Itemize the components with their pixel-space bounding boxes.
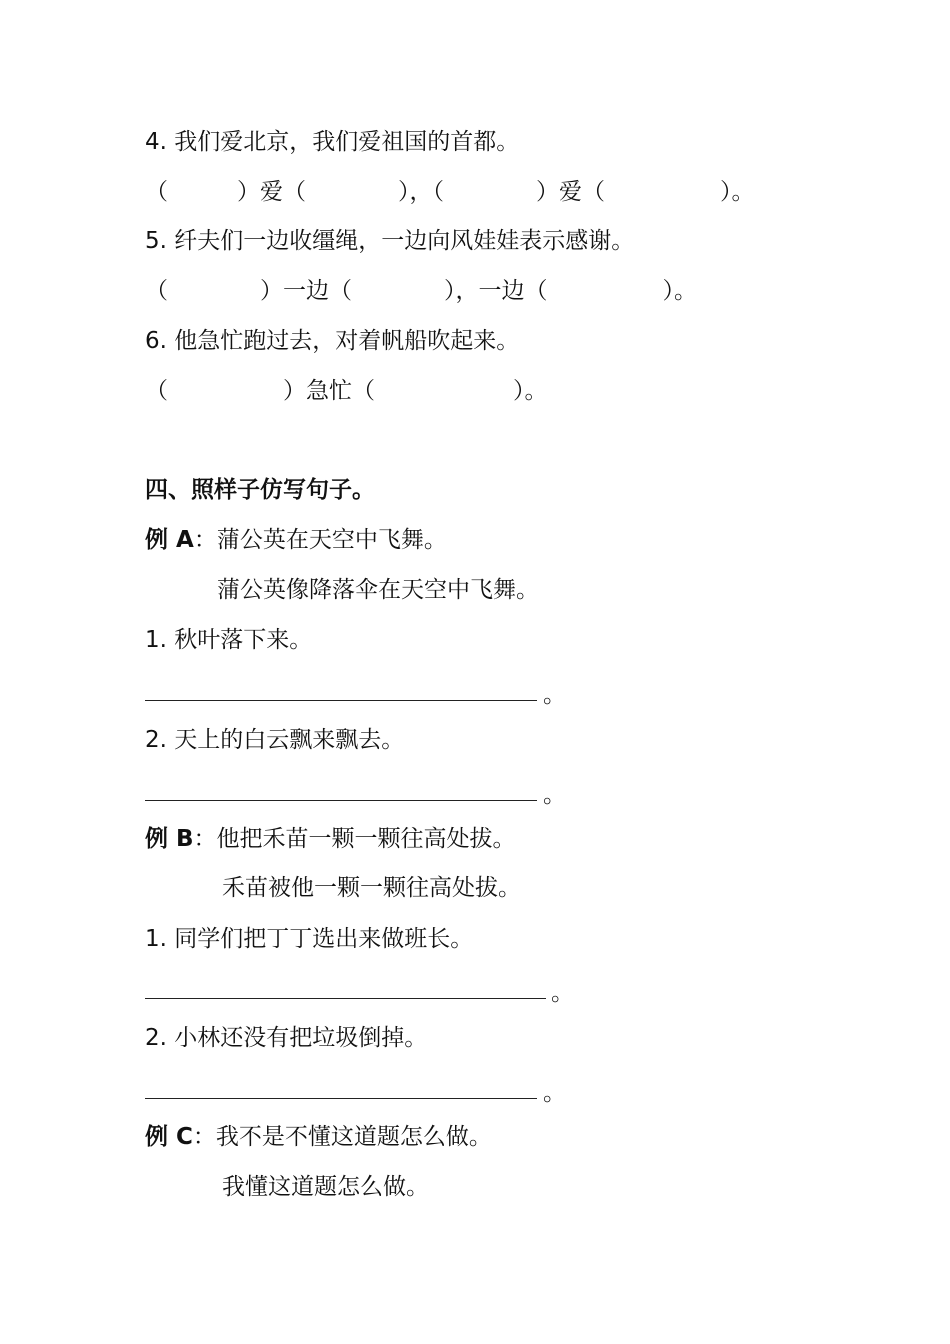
answer-line-a2[interactable] bbox=[145, 800, 537, 801]
answer-period-b2: 。 bbox=[543, 1080, 566, 1106]
question-5-pattern: （ ）一边（ ），一边（ ）。 bbox=[145, 278, 697, 304]
question-5: 5. 纤夫们一边收缰绳，一边向风娃娃表示感谢。 bbox=[145, 228, 635, 254]
example-a-sentence: ：蒲公英在天空中飞舞。 bbox=[193, 527, 447, 553]
exercise-b1: 1. 同学们把丁丁选出来做班长。 bbox=[145, 926, 474, 952]
section-4-heading: 四、照样子仿写句子。 bbox=[145, 477, 375, 503]
exercise-a2: 2. 天上的白云飘来飘去。 bbox=[145, 727, 405, 753]
example-a-label: 例 A bbox=[145, 527, 194, 553]
exercise-b2: 2. 小林还没有把垃圾倒掉。 bbox=[145, 1025, 428, 1051]
question-4-pattern: （ ）爱（ ），（ ）爱（ ）。 bbox=[145, 179, 755, 205]
answer-line-b1[interactable] bbox=[145, 998, 546, 999]
question-6-pattern: （ ）急忙（ ）。 bbox=[145, 378, 548, 404]
answer-period-a2: 。 bbox=[543, 782, 566, 808]
example-b-sentence: ：他把禾苗一颗一颗往高处拔。 bbox=[193, 826, 516, 852]
answer-period-b1: 。 bbox=[551, 980, 574, 1006]
example-a-answer: 蒲公英像降落伞在天空中飞舞。 bbox=[217, 577, 539, 603]
example-c-sentence: ：我不是不懂这道题怎么做。 bbox=[192, 1124, 492, 1150]
answer-period-a1: 。 bbox=[543, 682, 566, 708]
answer-line-b2[interactable] bbox=[145, 1098, 537, 1099]
answer-line-a1[interactable] bbox=[145, 700, 537, 701]
question-6: 6. 他急忙跑过去，对着帆船吹起来。 bbox=[145, 328, 520, 354]
example-b-answer: 禾苗被他一颗一颗往高处拔。 bbox=[222, 875, 521, 901]
example-c-label: 例 C bbox=[145, 1124, 193, 1150]
exercise-a1: 1. 秋叶落下来。 bbox=[145, 627, 313, 653]
question-4: 4. 我们爱北京，我们爱祖国的首都。 bbox=[145, 129, 520, 155]
example-c-answer: 我懂这道题怎么做。 bbox=[222, 1174, 429, 1200]
example-b-label: 例 B bbox=[145, 826, 194, 852]
